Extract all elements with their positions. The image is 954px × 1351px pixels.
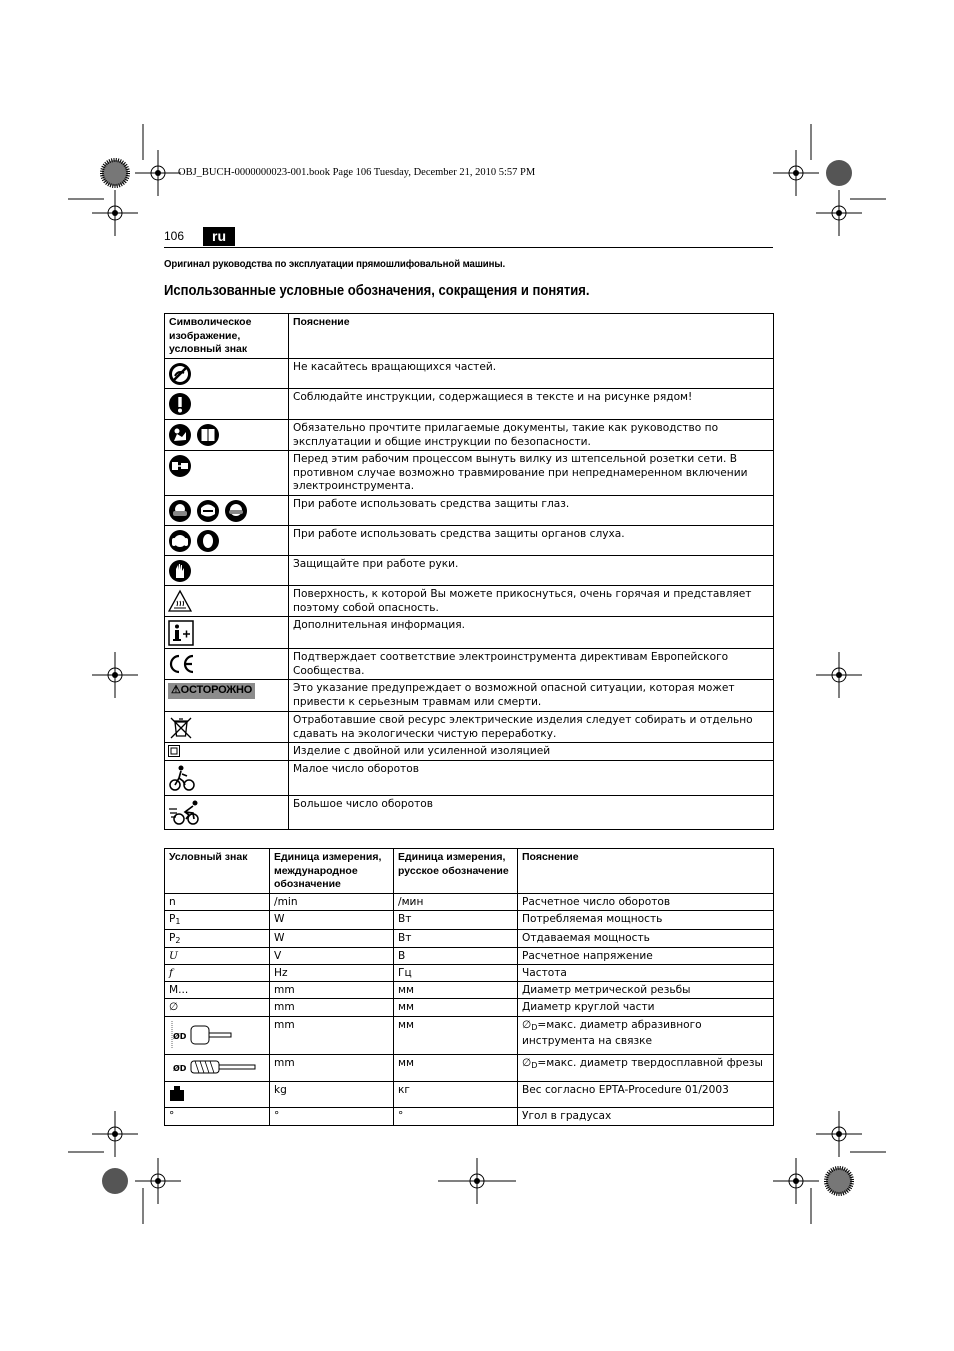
- table-row: [165, 796, 774, 830]
- print-header: OBJ_BUCH-0000000023-001.book Page 106 Tuesday, December 21, 2010 5:57 PM: [178, 167, 536, 178]
- table-row: [165, 680, 774, 712]
- cell-ru: Вт: [394, 911, 518, 930]
- cell-intl: W: [270, 929, 394, 948]
- subtitle: Оригинал руководства по эксплуатации прямошлифовальной машины.: [164, 258, 506, 270]
- language-badge: ru: [203, 227, 235, 246]
- cell-desc: Частота: [518, 965, 774, 982]
- diameter-symbol: ∅: [522, 1019, 532, 1031]
- gloves-icon: [168, 559, 192, 583]
- symbol-subscript: 2: [175, 935, 181, 945]
- row-text: При работе использовать средства защиты органов слуха.: [289, 526, 774, 556]
- cell-intl: Hz: [270, 965, 394, 982]
- cell-symbol: n: [165, 894, 270, 911]
- unplug-icon: [168, 454, 192, 478]
- cell-symbol: °: [165, 1107, 270, 1125]
- svg-text:ØD: ØD: [173, 1063, 187, 1073]
- diameter-symbol: ∅: [522, 1056, 532, 1069]
- table-row: [165, 948, 774, 965]
- exclamation-icon: [168, 392, 192, 416]
- table-header-row: [165, 849, 774, 894]
- table-row: [165, 894, 774, 911]
- row-text: Соблюдайте инструкции, содержащиеся в тексте и на рисунке рядом!: [289, 389, 774, 420]
- table-row: [165, 389, 774, 420]
- row-text: Защищайте при работе руки.: [289, 556, 774, 586]
- cell-ru: мм: [394, 982, 518, 999]
- units-table: [164, 848, 774, 1126]
- section-title: Использованные условные обозначения, сокращения и понятия.: [164, 283, 590, 299]
- row-text: При работе использовать средства защиты глаз.: [289, 496, 774, 526]
- high-speed-icon: [168, 799, 202, 827]
- row-text: Большое число оборотов: [289, 796, 774, 830]
- table-row: [165, 761, 774, 796]
- cell-intl: mm: [270, 999, 394, 1017]
- header-explanation: Пояснение: [289, 314, 774, 359]
- diameter-subscript: D: [531, 1060, 538, 1070]
- table-row: [165, 929, 774, 948]
- header-rule: [164, 247, 773, 248]
- table-row: [165, 451, 774, 496]
- cell-symbol: ∅: [165, 999, 270, 1017]
- desc-text: =макс. диаметр твердосплавной фрезы: [537, 1056, 763, 1069]
- table-row: [165, 743, 774, 761]
- cell-desc: Вес согласно EPTA-Procedure 01/2003: [518, 1082, 774, 1108]
- cell-ru: Вт: [394, 929, 518, 948]
- header-explanation: Пояснение: [518, 849, 774, 894]
- table-row: [165, 712, 774, 743]
- cell-intl: mm: [270, 982, 394, 999]
- table-row: [165, 1082, 774, 1108]
- cell-desc: Расчетное напряжение: [518, 948, 774, 965]
- cell-intl: °: [270, 1107, 394, 1125]
- goggles-icon: [168, 499, 192, 523]
- read-manual-book-icon: [196, 423, 220, 447]
- table-header-row: [165, 314, 774, 359]
- cell-desc: [518, 1054, 774, 1082]
- warning-badge-text: ОСТОРОЖНО: [180, 684, 253, 696]
- table-row: [165, 1054, 774, 1082]
- cell-desc: Потребляемая мощность: [518, 911, 774, 930]
- cell-desc: Отдаваемая мощность: [518, 929, 774, 948]
- diameter-subscript: D: [531, 1023, 538, 1032]
- row-text: Подтверждает соответствие электроинструмента директивам Европейского Сообщества.: [289, 649, 774, 680]
- cell-intl: /min: [270, 894, 394, 911]
- cell-symbol: [165, 1017, 270, 1055]
- cell-intl: mm: [270, 1054, 394, 1082]
- cell-ru: /мин: [394, 894, 518, 911]
- read-manual-person-icon: [168, 423, 192, 447]
- face-shield-icon: [196, 499, 220, 523]
- ear-plugs-icon: [196, 529, 220, 553]
- row-text: Изделие с двойной или усиленной изоляцией: [289, 743, 774, 761]
- row-text: Обязательно прочтите прилагаемые документы, такие как руководство по эксплуатации и общие инструкции по безопасности.: [289, 420, 774, 451]
- cell-ru: мм: [394, 1054, 518, 1082]
- symbols-table: [164, 313, 774, 830]
- ear-muffs-icon: [168, 529, 192, 553]
- header-symbol: Условный знак: [165, 849, 270, 894]
- desc-text: =макс. диаметр абразивного инструмента на связке: [522, 1019, 702, 1047]
- cell-symbol: [165, 911, 270, 930]
- table-row: [165, 1107, 774, 1125]
- symbol-text: P: [169, 913, 176, 925]
- row-text: Это указание предупреждает о возможной опасной ситуации, которая может привести к серьезным травмам или смерти.: [289, 680, 774, 712]
- cell-desc: Угол в градусах: [518, 1107, 774, 1125]
- table-row: [165, 911, 774, 930]
- slow-speed-icon: [168, 764, 196, 792]
- cell-desc: Диаметр метрической резьбы: [518, 982, 774, 999]
- header-ru-unit: Единица измерения, русское обозначение: [394, 849, 518, 894]
- cell-ru: мм: [394, 999, 518, 1017]
- cell-symbol: [165, 929, 270, 948]
- cell-ru: В: [394, 948, 518, 965]
- cell-symbol: [165, 1082, 270, 1108]
- abrasive-tool-icon: [169, 1019, 233, 1049]
- cell-symbol: f: [165, 965, 270, 982]
- header-intl-unit: Единица измерения, международное обозначение: [270, 849, 394, 894]
- table-row: [165, 496, 774, 526]
- safety-glasses-icon: [224, 499, 248, 523]
- table-row: [165, 359, 774, 389]
- cell-intl: mm: [270, 1017, 394, 1055]
- cell-ru: кг: [394, 1082, 518, 1108]
- table-row: [165, 982, 774, 999]
- ce-mark-icon: [168, 652, 198, 676]
- cell-intl: V: [270, 948, 394, 965]
- row-text: Отработавшие свой ресурс электрические изделия следует собирать и отдельно сдавать на экологически чистую переработку.: [289, 712, 774, 743]
- carbide-cutter-icon: [169, 1057, 259, 1077]
- svg-text:ØD: ØD: [173, 1032, 187, 1041]
- row-text: Перед этим рабочим процессом вынуть вилку из штепсельной розетки сети. В противном случае возможно травмирование при непреднамеренном включении электроинструмента.: [289, 451, 774, 496]
- cell-symbol: M...: [165, 982, 270, 999]
- cell-intl: W: [270, 911, 394, 930]
- table-row: [165, 649, 774, 680]
- table-row: [165, 617, 774, 649]
- crossed-bin-icon: [168, 715, 194, 741]
- cell-ru: Гц: [394, 965, 518, 982]
- cell-ru: °: [394, 1107, 518, 1125]
- row-text: Не касайтесь вращающихся частей.: [289, 359, 774, 389]
- symbol-text: P: [169, 931, 176, 944]
- cell-intl: kg: [270, 1082, 394, 1108]
- table-row: [165, 556, 774, 586]
- cell-ru: мм: [394, 1017, 518, 1055]
- cell-desc: Расчетное число оборотов: [518, 894, 774, 911]
- info-icon: [168, 620, 194, 646]
- table-row: [165, 526, 774, 556]
- page-number: 106: [164, 229, 185, 243]
- cell-symbol: [165, 1054, 270, 1082]
- table-row: [165, 1017, 774, 1055]
- table-row: [165, 586, 774, 617]
- cell-desc: Диаметр круглой части: [518, 999, 774, 1017]
- cell-symbol: U: [165, 948, 270, 965]
- table-row: [165, 965, 774, 982]
- table-row: [165, 420, 774, 451]
- weight-icon: [169, 1084, 185, 1102]
- row-text: Дополнительная информация.: [289, 617, 774, 649]
- double-insulation-icon: [168, 745, 180, 757]
- row-text: Малое число оборотов: [289, 761, 774, 796]
- no-touch-rotating-icon: [168, 362, 192, 386]
- row-text: Поверхность, к которой Вы можете прикоснуться, очень горячая и представляет поэтому собой опасность.: [289, 586, 774, 617]
- symbol-subscript: 1: [175, 917, 181, 926]
- cell-desc: [518, 1017, 774, 1055]
- warning-badge: ⚠ОСТОРОЖНО: [168, 683, 255, 699]
- header-symbol: Символическое изображение, условный знак: [165, 314, 289, 359]
- hot-surface-icon: [168, 589, 192, 613]
- table-row: [165, 999, 774, 1017]
